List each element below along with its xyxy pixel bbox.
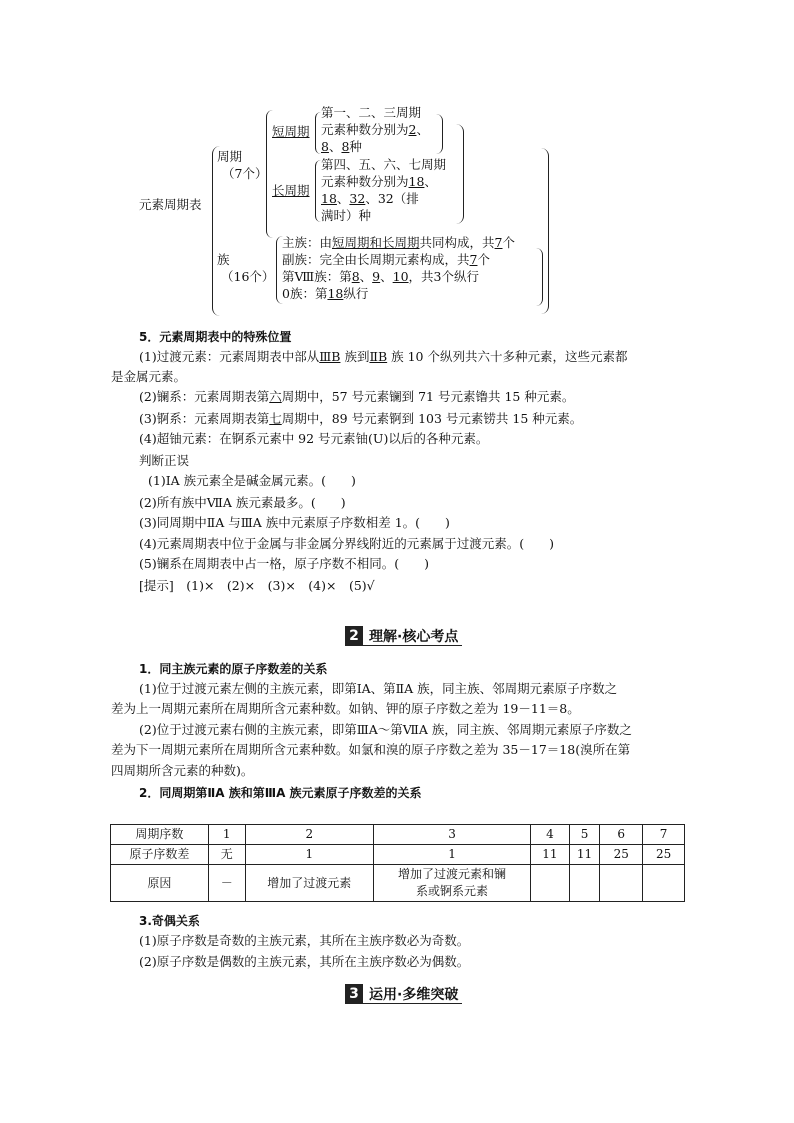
table-cell: 增加了过渡元素 xyxy=(245,865,373,902)
core-p1-line2: 差为上一周期元素所在周期所含元素种数。如钠、钾的原子序数之差为 19－11＝8。 xyxy=(111,701,580,716)
section5-p2: (2)镧系：元素周期表第六周期中，57 号元素镧到 71 号元素镥共 15 种元素。 xyxy=(139,389,575,404)
table-cell: 5 xyxy=(569,825,600,845)
judge-q3: (3)同周期中ⅡA 与ⅢA 族中元素原子序数相差 1。( ) xyxy=(139,515,450,530)
period-label: 周期 xyxy=(217,149,243,164)
table-cell: 1 xyxy=(374,845,531,865)
short-period-close-brace xyxy=(436,114,443,154)
table-cell: 25 xyxy=(643,845,685,865)
section-header-understand xyxy=(345,626,462,646)
table-cell xyxy=(643,865,685,902)
judge-q5: (5)镧系在周期表中占一格，原子序数不相同。( ) xyxy=(139,556,429,571)
long-text-line-1: 第四、五、六、七周期 xyxy=(321,157,447,172)
table-cell: 2 xyxy=(245,825,373,845)
table-cell-line: 增加了过渡元素和镧 xyxy=(398,867,507,881)
parity-p1: (1)原子序数是奇数的主族元素，其所在主族序数必为奇数。 xyxy=(139,933,470,948)
table-cell: 原子序数差 xyxy=(111,845,209,865)
group-label: 族 xyxy=(217,252,230,267)
group-count: （16个） xyxy=(221,269,275,284)
section5-p3: (3)锕系：元素周期表第七周期中，89 号元素锕到 103 号元素铹共 15 种元素。 xyxy=(139,411,583,426)
table-cell: 无 xyxy=(208,845,245,865)
table-cell: － xyxy=(208,865,245,902)
long-text-line-3: 18、32、32（排 xyxy=(321,191,419,206)
judge-hint: [提示] (1)× (2)× (3)× (4)× (5)√ xyxy=(139,578,375,593)
core-p1-line1: (1)位于过渡元素左侧的主族元素，即第ⅠA、第ⅡA 族，同主族、邻周期元素原子序数之 xyxy=(139,681,618,696)
period-close-brace xyxy=(456,124,464,224)
period-count: （7个） xyxy=(222,166,268,181)
table-cell: 25 xyxy=(600,845,643,865)
short-period-label: 短周期 xyxy=(272,124,310,139)
table-cell: 原因 xyxy=(111,865,209,902)
root-brace xyxy=(212,146,220,316)
tree-root-label: 元素周期表 xyxy=(139,197,202,212)
table-cell: 11 xyxy=(569,845,600,865)
section5-p4: (4)超铀元素：在锕系元素中 92 号元素铀(U)以后的各种元素。 xyxy=(139,431,489,446)
section-header-label: 运用·多维突破 xyxy=(369,986,459,1003)
main-group-line: 主族：由短周期和长周期共同构成，共7个 xyxy=(282,235,516,250)
table-cell: 1 xyxy=(245,845,373,865)
parity-p2: (2)原子序数是偶数的主族元素，其所在主族序数必为偶数。 xyxy=(139,954,470,969)
judge-q1: (1)ⅠA 族元素全是碱金属元素。( ) xyxy=(148,473,356,488)
table-cell: 11 xyxy=(531,845,570,865)
group-viii-line: 第Ⅷ族：第8、9、10，共3个纵行 xyxy=(282,269,479,284)
section-header-label: 理解·核心考点 xyxy=(369,628,459,645)
section5-p1-line2: 是金属元素。 xyxy=(111,369,187,384)
table-row xyxy=(111,845,685,865)
table-cell: 1 xyxy=(208,825,245,845)
short-text-line-1: 第一、二、三周期 xyxy=(321,105,422,120)
core-h1: 1．同主族元素的原子序数差的关系 xyxy=(139,662,328,676)
table-row xyxy=(111,865,685,902)
atomic-number-difference-table xyxy=(110,824,685,902)
long-text-line-4: 满时）种 xyxy=(321,208,372,223)
judge-title: 判断正误 xyxy=(139,453,190,468)
table-cell: 3 xyxy=(374,825,531,845)
table-cell: 6 xyxy=(600,825,643,845)
core-p2-line1: (2)位于过渡元素右侧的主族元素，即第ⅢA～第ⅦA 族，同主族、邻周期元素原子序数之 xyxy=(139,722,632,737)
core-h2: 2．同周期第ⅡA 族和第ⅢA 族元素原子序数差的关系 xyxy=(139,786,422,800)
parity-h3: 3.奇偶关系 xyxy=(139,914,200,928)
group-zero-line: 0族：第18纵行 xyxy=(282,286,369,301)
long-text-line-2: 元素种数分别为18、 xyxy=(321,174,437,189)
section-number-badge: 3 xyxy=(345,984,363,1003)
table-cell: 7 xyxy=(643,825,685,845)
table-cell xyxy=(600,865,643,902)
core-p2-line2: 差为下一周期元素所在周期所含元素种数。如氯和溴的原子序数之差为 35－17＝18(溴所在第 xyxy=(111,742,631,757)
table-cell: 4 xyxy=(531,825,570,845)
judge-q2: (2)所有族中ⅦA 族元素最多。( ) xyxy=(139,495,346,510)
sub-group-line: 副族：完全由长周期元素构成，共7个 xyxy=(282,252,490,267)
table-cell: 周期序数 xyxy=(111,825,209,845)
long-period-label: 长周期 xyxy=(272,183,310,198)
short-text-line-2: 元素种数分别为2、 xyxy=(321,122,429,137)
table-cell-line: 系或锕系元素 xyxy=(416,884,489,898)
table-cell xyxy=(531,865,570,902)
table-row xyxy=(111,825,685,845)
table-cell xyxy=(374,865,531,902)
section5-title: 5．元素周期表中的特殊位置 xyxy=(139,330,292,344)
core-p2-line3: 四周期所含元素的种数)。 xyxy=(111,763,254,778)
section-header-apply xyxy=(345,984,462,1004)
periodic-table-summary-tree xyxy=(0,0,794,320)
root-close-brace xyxy=(541,148,549,314)
short-text-line-3: 8、8种 xyxy=(321,139,362,154)
section5-p1-line1: (1)过渡元素：元素周期表中部从ⅢB 族到ⅡB 族 10 个纵列共六十多种元素，这些元素都 xyxy=(139,349,628,364)
table-cell xyxy=(569,865,600,902)
section-number-badge: 2 xyxy=(345,626,363,645)
judge-q4: (4)元素周期表中位于金属与非金属分界线附近的元素属于过渡元素。( ) xyxy=(139,536,554,551)
